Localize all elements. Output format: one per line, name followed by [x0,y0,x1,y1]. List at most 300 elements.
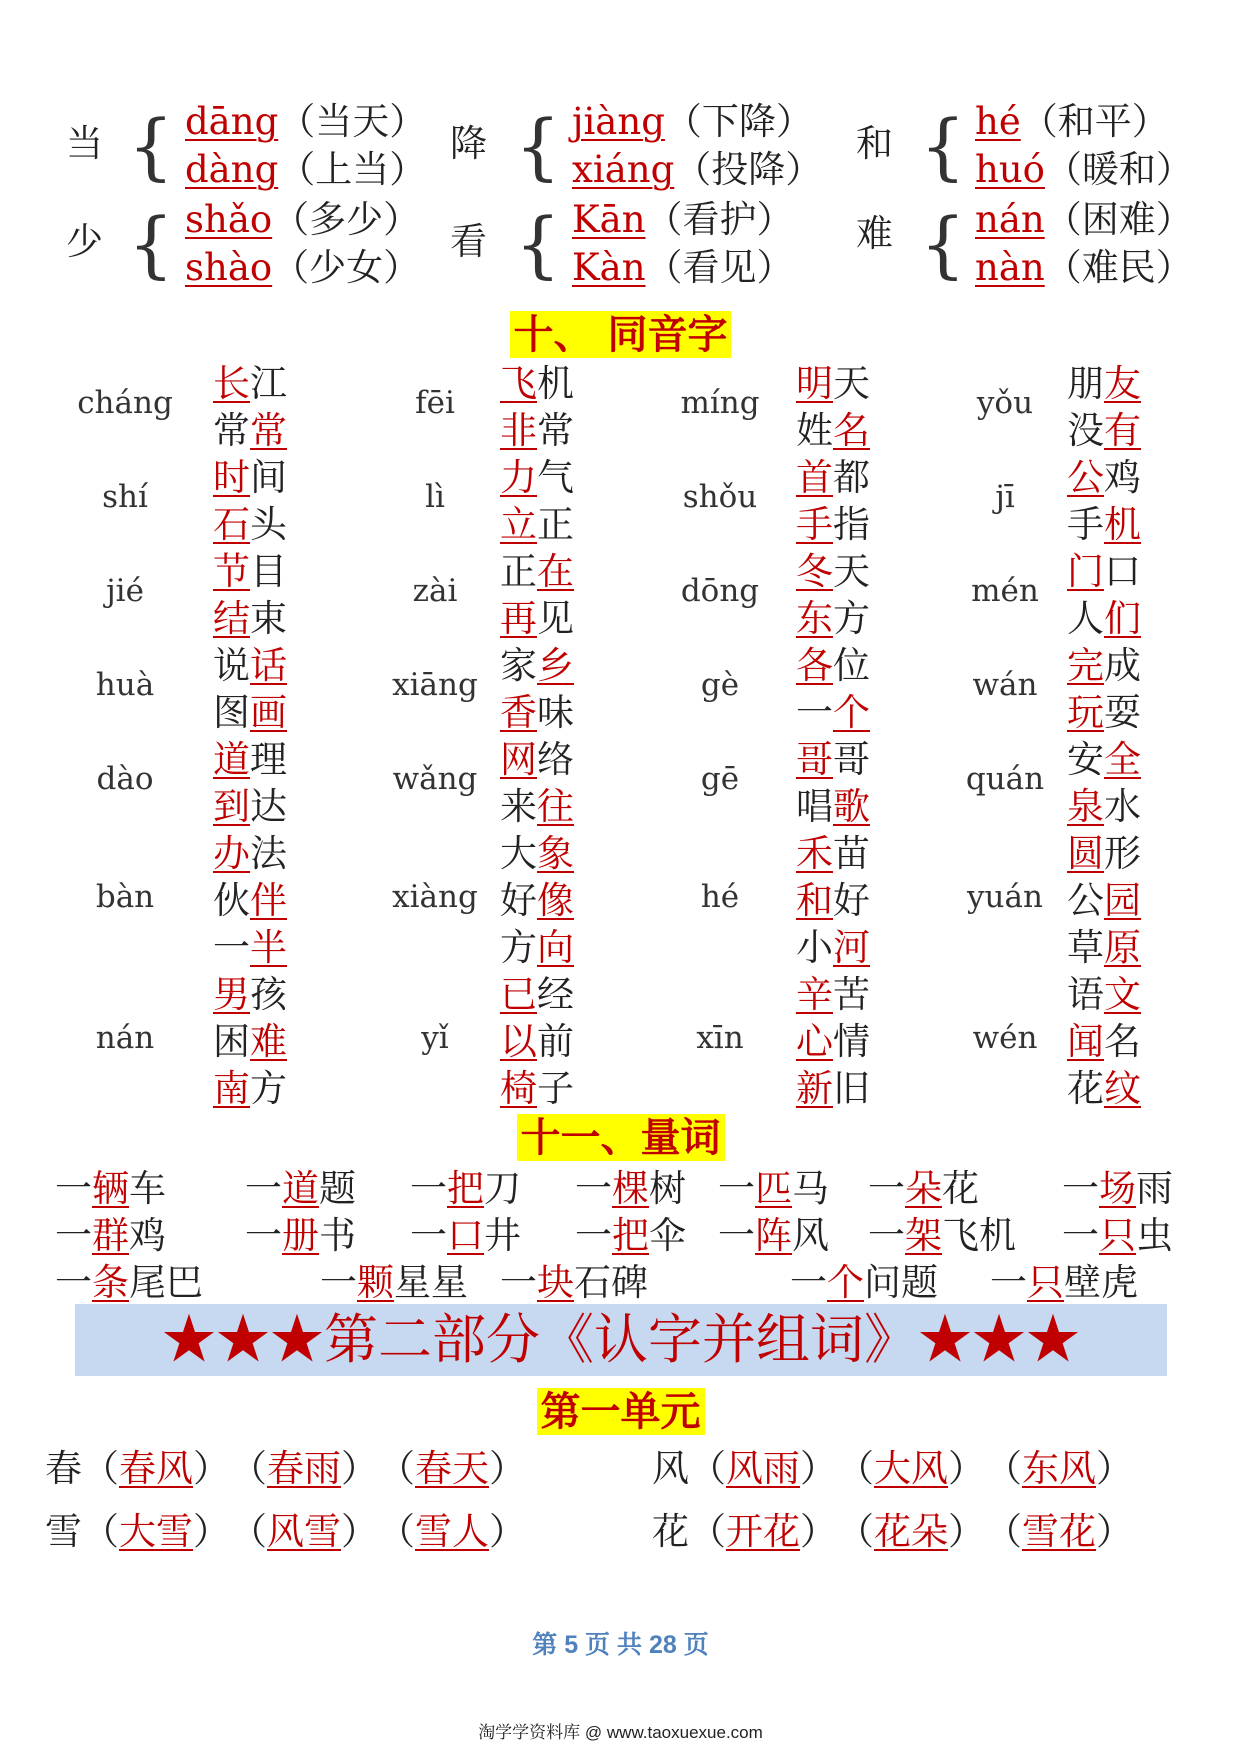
given-char: 伙 [213,879,250,922]
measure-word: 只 [1099,1214,1136,1257]
answer-char: 手 [796,503,833,546]
measure-text: 树 [649,1167,686,1210]
given-char: 指 [833,503,870,546]
paren: （ [211,1447,267,1490]
homophone-word [213,1065,287,1112]
answer-char: 心 [796,1020,833,1063]
answer-char: 原 [1104,926,1141,969]
answer-char: 象 [537,832,574,875]
answer-char: 难 [250,1020,287,1063]
measure-text: 一 [718,1167,755,1210]
answer-char: 道 [213,738,250,781]
answer-char: 有 [1104,409,1141,452]
word: （和平） [1020,100,1169,143]
measure-word-item [55,1165,166,1212]
given-char: 安 [1067,738,1104,781]
given-char: 经 [537,973,574,1016]
word: （少女） [272,246,421,289]
given-char: 方 [833,597,870,640]
homophone-word [500,642,574,689]
homophone-word [213,877,287,924]
given-char: 常 [213,409,250,452]
homophone-word [796,360,870,407]
answer-char: 以 [500,1020,537,1063]
given-char: 江 [250,362,287,405]
measure-text: 一 [245,1214,282,1257]
homophone-word [796,783,870,830]
homophone-word [213,642,287,689]
answer-char: 文 [1104,973,1141,1016]
homophone-word [1067,642,1141,689]
given-char: 常 [537,409,574,452]
measure-word-item [990,1259,1138,1306]
measure-word: 架 [905,1214,942,1257]
measure-text: 车 [129,1167,166,1210]
given-char: 气 [537,456,574,499]
answer-char: 圆 [1067,832,1104,875]
homophone-word [500,548,574,595]
brace-icon: { [920,202,966,286]
homophone-word [1067,1065,1141,1112]
homophone-pinyin: gē [700,761,740,797]
given-char: 都 [833,456,870,499]
measure-text: 一 [55,1261,92,1304]
answer-char: 往 [537,785,574,828]
answer-char: 半 [250,926,287,969]
given-char: 旧 [833,1067,870,1110]
homophone-word [213,595,287,642]
homophone-word [500,360,574,407]
word: （看护） [645,198,794,241]
paren: （ [359,1510,415,1553]
given-char: 鸡 [1104,456,1141,499]
paren: （ [966,1447,1022,1490]
answer-char: 男 [213,973,250,1016]
answer-char: 哥 [796,738,833,781]
homophone-pinyin: xiàng [392,878,478,915]
homophone-pinyin: nán [95,1019,155,1056]
given-char: 头 [250,503,287,546]
given-char: 花 [1067,1067,1104,1110]
homophone-pinyin: huà [95,667,155,703]
given-char: 天 [833,362,870,405]
homophone-pinyin: cháng [77,385,173,421]
given-char: 说 [213,644,250,687]
measure-text: 一 [410,1214,447,1257]
given-char: 好 [833,879,870,922]
answer-char: 到 [213,785,250,828]
paren: ） [948,1510,967,1553]
word: （投降） [674,148,823,191]
answer-char: 名 [833,409,870,452]
pinyin: Kān [572,198,646,241]
answer-char: 向 [537,926,574,969]
group-word: 大风 [874,1447,948,1490]
answer-char: 个 [833,691,870,734]
paren: ） [1096,1510,1133,1553]
group-word: 春风 [119,1447,193,1490]
answer-char: 非 [500,409,537,452]
given-char: 前 [537,1020,574,1063]
measure-word-item [245,1165,356,1212]
homophone-pinyin: wán [972,667,1038,703]
given-char: 情 [833,1020,870,1063]
homophone-pinyin: xīn [696,1019,744,1056]
answer-char: 歌 [833,785,870,828]
answer-char: 话 [250,644,287,687]
given-char: 法 [250,832,287,875]
given-char: 好 [500,879,537,922]
given-char: 机 [537,362,574,405]
answer-char: 公 [1067,456,1104,499]
homophone-word [1067,830,1141,877]
measure-word: 册 [282,1214,319,1257]
polyphone-char: 少 [66,220,103,263]
homophone-word [1067,548,1141,595]
given-char: 正 [500,550,537,593]
group-word: 雪花 [1022,1510,1096,1553]
pinyin: shào [185,246,273,289]
measure-text: 星星 [394,1261,468,1304]
homophone-pinyin: mén [971,573,1039,609]
answer-char: 在 [537,550,574,593]
measure-word-item [575,1165,686,1212]
homophone-pinyin: hé [700,878,740,915]
given-char: 家 [500,644,537,687]
answer-char: 泉 [1067,785,1104,828]
measure-text: 一 [55,1214,92,1257]
measure-text: 一 [55,1167,92,1210]
paren: ） [800,1510,819,1553]
paren: ） [193,1447,212,1490]
group-char: 花 [652,1510,689,1553]
measure-text: 一 [1062,1214,1099,1257]
answer-char: 门 [1067,550,1104,593]
homophone-pinyin: jī [995,479,1015,515]
section-title-measure-words: 十一、量词 [517,1114,725,1161]
polyphone-char: 当 [66,122,103,165]
group-word: 风雪 [267,1510,341,1553]
polyphone-char: 降 [450,122,487,165]
measure-text: 尾巴 [129,1261,203,1304]
homophone-word [796,407,870,454]
polyphone-char: 难 [856,212,893,255]
homophone-word [1067,689,1141,736]
measure-text: 一 [718,1214,755,1257]
answer-char: 像 [537,879,574,922]
homophone-word [500,924,574,971]
homophone-word [500,877,574,924]
group-word: 东风 [1022,1447,1096,1490]
homophone-pinyin: gè [700,667,740,703]
measure-word: 只 [1027,1261,1064,1304]
homophone-word [1067,595,1141,642]
paren: （ [211,1510,267,1553]
pinyin: jiàng [572,100,665,143]
homophone-pinyin: xiāng [392,667,478,703]
paren: ） [489,1447,526,1490]
measure-text: 一 [500,1261,537,1304]
polyphone-section [0,98,1241,308]
homophone-pinyin: wén [972,1019,1038,1056]
homophone-word [1067,783,1141,830]
answer-char: 力 [500,456,537,499]
answer-char: 纹 [1104,1067,1141,1110]
paren: ） [341,1510,360,1553]
measure-word-list [0,1165,1241,1315]
answer-char: 全 [1104,738,1141,781]
homophone-word [500,595,574,642]
answer-char: 常 [250,409,287,452]
pinyin: nán [975,198,1045,241]
homophone-word [1067,360,1141,407]
measure-word-item [868,1165,979,1212]
paren: （ [82,1510,119,1553]
measure-word: 块 [537,1261,574,1304]
homophone-pinyin: wǎng [392,761,478,797]
homophone-word [796,924,870,971]
brace-icon: { [128,104,174,188]
group-word: 春天 [415,1447,489,1490]
group-char: 风 [652,1447,689,1490]
homophone-word [796,548,870,595]
group-word: 开花 [726,1510,800,1553]
given-char: 苦 [833,973,870,1016]
group-word: 大雪 [119,1510,193,1553]
answer-char: 网 [500,738,537,781]
answer-char: 飞 [500,362,537,405]
measure-word-item [790,1259,938,1306]
given-char: 位 [833,644,870,687]
answer-char: 东 [796,597,833,640]
paren: ） [193,1510,212,1553]
homophone-word [796,830,870,877]
homophone-word [213,1018,287,1065]
measure-word: 把 [612,1214,649,1257]
given-char: 语 [1067,973,1104,1016]
given-char: 图 [213,691,250,734]
paren: ） [341,1447,360,1490]
homophone-word [213,924,287,971]
word: （当天） [278,100,427,143]
polyphone-char: 和 [856,122,893,165]
unit1-title: 第一单元 [537,1388,705,1435]
homophone-word [213,830,287,877]
group-word: 春雨 [267,1447,341,1490]
measure-text: 石碑 [574,1261,648,1304]
homophone-word [1067,971,1141,1018]
homophone-table [0,360,1241,1110]
homophone-word [500,736,574,783]
measure-text: 一 [410,1167,447,1210]
answer-char: 节 [213,550,250,593]
paren: ） [489,1510,526,1553]
paren: （ [359,1447,415,1490]
paren: （ [82,1447,119,1490]
answer-char: 结 [213,597,250,640]
homophone-word [500,971,574,1018]
measure-text: 鸡 [129,1214,166,1257]
homophone-word [796,736,870,783]
answer-char: 画 [250,691,287,734]
paren: ） [948,1447,967,1490]
homophone-word [796,1018,870,1065]
homophone-word [796,501,870,548]
given-char: 耍 [1104,691,1141,734]
answer-char: 河 [833,926,870,969]
given-char: 哥 [833,738,870,781]
homophone-word [500,454,574,501]
homophone-word [500,830,574,877]
measure-word-item [718,1165,829,1212]
measure-word-item [320,1259,468,1306]
given-char: 孩 [250,973,287,1016]
homophone-pinyin: shǒu [682,479,758,515]
brace-icon: { [128,202,174,286]
answer-char: 机 [1104,503,1141,546]
measure-word-item [410,1212,521,1259]
brace-icon: { [920,104,966,188]
measure-text: 问题 [864,1261,938,1304]
homophone-pinyin: dōng [680,573,760,609]
given-char: 味 [537,691,574,734]
paren: ） [800,1447,819,1490]
measure-word-item [575,1212,686,1259]
word: （困难） [1044,198,1193,241]
measure-text: 一 [868,1167,905,1210]
answer-char: 已 [500,973,537,1016]
homophone-word [1067,1018,1141,1065]
answer-char: 时 [213,456,250,499]
homophone-word [213,501,287,548]
homophone-pinyin: bàn [95,878,155,915]
word: （下降） [664,100,813,143]
given-char: 达 [250,785,287,828]
answer-char: 和 [796,879,833,922]
measure-text: 一 [790,1261,827,1304]
measure-word: 辆 [92,1167,129,1210]
given-char: 间 [250,456,287,499]
measure-word: 把 [447,1167,484,1210]
measure-word-item [245,1212,356,1259]
given-char: 目 [250,550,287,593]
homophone-word [1067,501,1141,548]
word: （看见） [645,246,794,289]
homophone-pinyin: lì [425,479,445,515]
homophone-word [1067,407,1141,454]
homophone-word [213,689,287,736]
homophone-word [500,407,574,454]
measure-text: 风 [792,1214,829,1257]
word-group [45,1508,526,1555]
part2-banner [75,1304,1167,1376]
pinyin: huó [975,148,1045,191]
measure-word: 颗 [357,1261,394,1304]
homophone-pinyin: yuán [967,878,1043,915]
given-char: 子 [537,1067,574,1110]
group-word: 花朵 [874,1510,948,1553]
given-char: 草 [1067,926,1104,969]
answer-char: 石 [213,503,250,546]
answer-char: 冬 [796,550,833,593]
measure-word-item [55,1212,166,1259]
measure-word: 匹 [755,1167,792,1210]
homophone-word [500,1065,574,1112]
measure-word: 朵 [905,1167,942,1210]
given-char: 手 [1067,503,1104,546]
homophone-pinyin: fēi [415,385,455,421]
measure-text: 一 [575,1167,612,1210]
given-char: 一 [213,926,250,969]
homophone-word [500,1018,574,1065]
given-char: 没 [1067,409,1104,452]
homophone-word [796,595,870,642]
given-char: 一 [796,691,833,734]
section-title-homophones: 十、 同音字 [510,311,732,358]
homophone-word [1067,736,1141,783]
group-char: 雪 [45,1510,82,1553]
given-char: 成 [1104,644,1141,687]
measure-text: 花 [942,1167,979,1210]
answer-char: 闻 [1067,1020,1104,1063]
answer-char: 长 [213,362,250,405]
homophone-word [213,783,287,830]
homophone-word [796,454,870,501]
answer-char: 各 [796,644,833,687]
given-char: 理 [250,738,287,781]
measure-text: 马 [792,1167,829,1210]
brace-icon: { [515,104,561,188]
paren: （ [689,1510,726,1553]
measure-word: 阵 [755,1214,792,1257]
word-group-list [0,1445,1241,1585]
word: （暖和） [1044,148,1193,191]
given-char: 朋 [1067,362,1104,405]
measure-text: 壁虎 [1064,1261,1138,1304]
homophone-word [796,877,870,924]
homophone-word [500,501,574,548]
homophone-pinyin: yǒu [976,385,1034,421]
answer-char: 椅 [500,1067,537,1110]
answer-char: 园 [1104,879,1141,922]
answer-char: 友 [1104,362,1141,405]
measure-word: 群 [92,1214,129,1257]
homophone-word [500,689,574,736]
answer-char: 玩 [1067,691,1104,734]
given-char: 大 [500,832,537,875]
given-char: 口 [1104,550,1141,593]
pinyin: hé [975,100,1021,143]
measure-text: 书 [319,1214,356,1257]
given-char: 人 [1067,597,1104,640]
answer-char: 办 [213,832,250,875]
answer-char: 乡 [537,644,574,687]
homophone-word [213,454,287,501]
paren: （ [818,1447,874,1490]
given-char: 方 [250,1067,287,1110]
word-group [45,1445,526,1492]
answer-char: 们 [1104,597,1141,640]
measure-text: 虫 [1136,1214,1173,1257]
page-number: 第 5 页 共 28 页 [532,1631,709,1659]
given-char: 方 [500,926,537,969]
measure-word-item [718,1212,829,1259]
homophone-word [213,548,287,595]
word: （难民） [1044,246,1193,289]
given-char: 小 [796,926,833,969]
word-group [652,1508,1133,1555]
measure-text: 伞 [649,1214,686,1257]
